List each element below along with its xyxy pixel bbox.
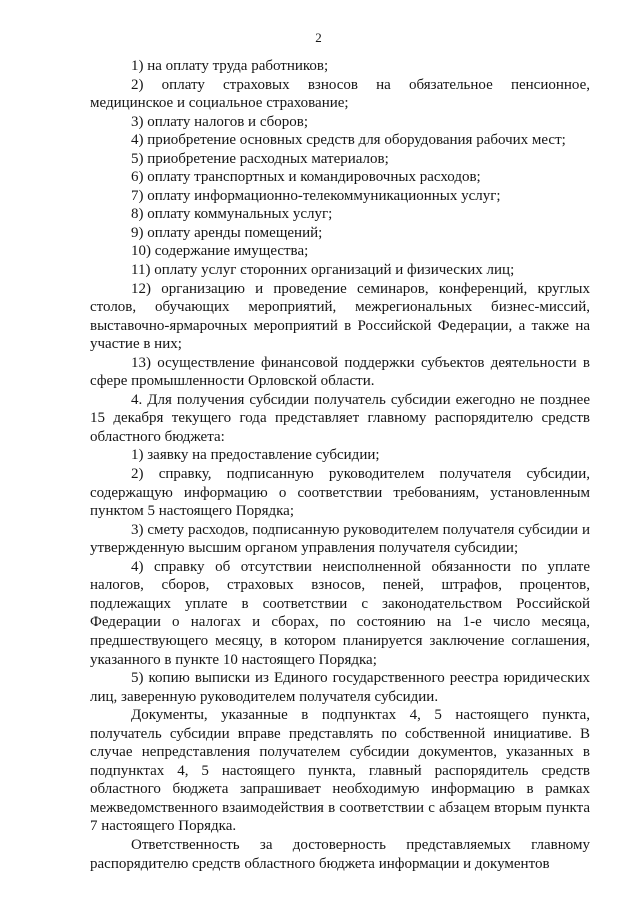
doc-item-2-certificate: 2) справку, подписанную руководителем получателя субсидии, содержащую информацию о соответствии требованиям, установленным пунктом 5 настоящего Порядка; (90, 466, 590, 520)
list-item-2-insurance: 2) оплату страховых взносов на обязательное пенсионное, медицинское и социальное страхование; (90, 76, 590, 112)
list-item-7-telecom: 7) оплату информационно-телекоммуникационных услуг; (131, 187, 501, 204)
list-item-11-services: 11) оплату услуг сторонних организаций и физических лиц; (131, 262, 515, 279)
document-body (90, 57, 590, 873)
list-item-4-fixed-assets: 4) приобретение основных средств для оборудования рабочих мест; (131, 132, 566, 149)
list-item-8-utilities: 8) оплату коммунальных услуг; (131, 206, 333, 223)
clause-4-intro: 4. Для получения субсидии получатель субсидии ежегодно не позднее 15 декабря текущего года представляет главному распорядителю средств областного бюджета: (90, 391, 590, 445)
list-item-10-property: 10) содержание имущества; (131, 243, 309, 260)
list-item-13-support: 13) осуществление финансовой поддержки субъектов деятельности в сфере промышленности Орловской области. (90, 354, 590, 390)
doc-item-3-estimate: 3) смету расходов, подписанную руководителем получателя субсидии и утвержденную высшим органом управления получателя субсидии; (90, 521, 590, 557)
list-item-1-labor-pay: 1) на оплату труда работников; (131, 58, 329, 74)
documents-paragraph: Документы, указанные в подпунктах 4, 5 настоящего пункта, получатель субсидии вправе представлять по собственной инициативе. В случае непредставления получателем субсидии документов, указанных в подпунктах 4, 5 настоящего пункта, главный распорядитель средств областного бюджета запрашивает необходимую информацию в рамках межведомственного взаимодействия в соответствии с абзацем вторым пункта 7 настоящего Порядка. (90, 707, 590, 835)
list-item-3-taxes: 3) оплату налогов и сборов; (131, 113, 309, 130)
doc-item-5-registry-extract: 5) копию выписки из Единого государственного реестра юридических лиц, заверенную руководителем получателя субсидии. (90, 670, 590, 705)
doc-item-1-application: 1) заявку на предоставление субсидии; (131, 447, 380, 464)
page-number: 2 (315, 30, 322, 45)
list-item-12-events: 12) организацию и проведение семинаров, конференций, круглых столов, обучающих мероприятий, межрегиональных бизнес-миссий, выставочно-ярмарочных мероприятий в Российской Федерации, а также на участие в них; (90, 280, 590, 353)
doc-item-4-tax-certificate: 4) справку об отсутствии неисполненной обязанности по уплате налогов, сборов, страховых взносов, пеней, штрафов, процентов, подлежащих уплате в соответствии с законодательством Российской Федерации о налогах и сборах, по состоянию на 1-е число месяца, предшествующего месяцу, в котором планируется заключение соглашения, указанного в пункте 10 настоящего Порядка; (90, 558, 590, 668)
list-item-5-consumables: 5) приобретение расходных материалов; (131, 150, 389, 167)
responsibility-paragraph: Ответственность за достоверность представляемых главному распорядителю средств областного бюджета информации и документов (90, 836, 590, 872)
list-item-9-rent: 9) оплату аренды помещений; (131, 224, 323, 241)
list-item-6-transport: 6) оплату транспортных и командировочных расходов; (131, 169, 481, 186)
